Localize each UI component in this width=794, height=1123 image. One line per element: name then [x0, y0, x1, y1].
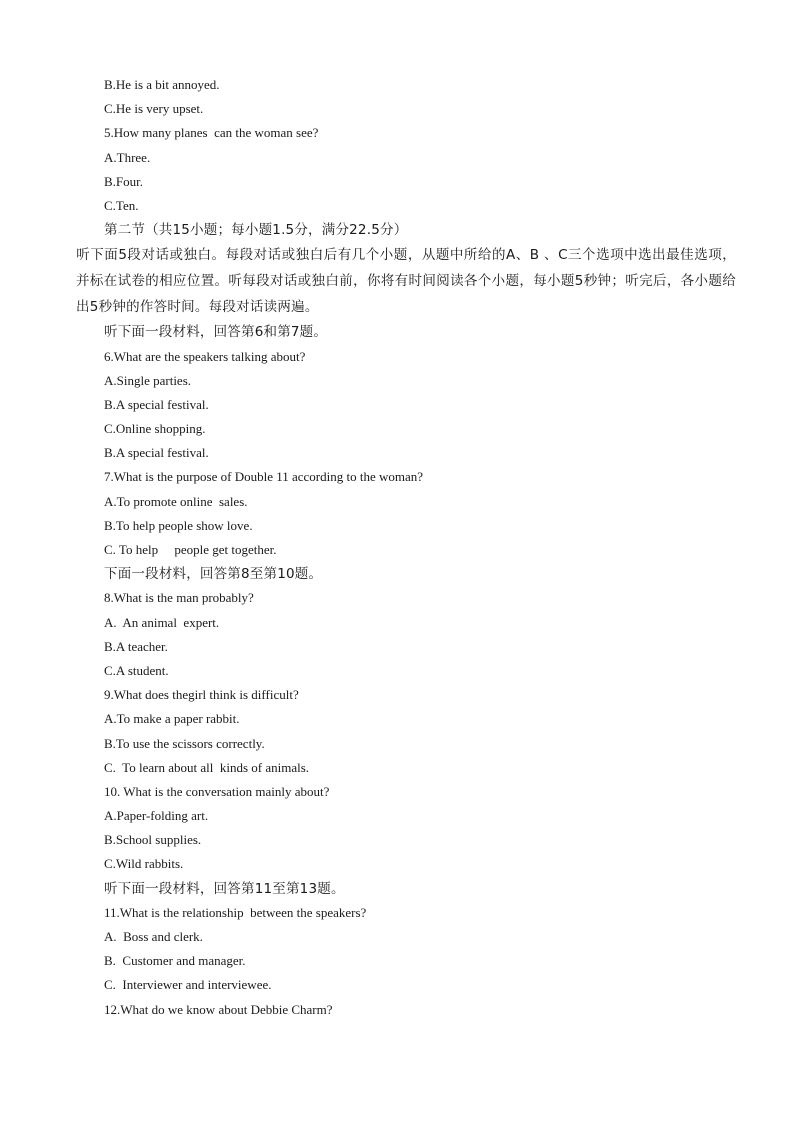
answer-option: B.A special festival.: [104, 445, 209, 461]
section-instructions-text: 听下面5段对话或独白。每段对话或独白后有几个小题，从题中所给的A、B 、C三个选项中选出最佳选项，并标在试卷的相应位置。听每段对话或独白前，你将有时间阅读各个小题，每小题5秒钟；听完后，各小题给出5秒钟的作答时间。每段对话读两遍。: [76, 247, 736, 316]
answer-option: A.Three.: [104, 149, 151, 165]
answer-option: A.To make a paper rabbit.: [104, 711, 240, 727]
answer-option: C.Wild rabbits.: [104, 856, 184, 872]
answer-option: A.Paper-folding art.: [104, 808, 209, 824]
question-text: 11.What is the relationship between the speakers?: [104, 904, 367, 920]
listening-prompt: 听下面一段材料，回答第11至第13题。: [104, 880, 345, 897]
answer-option: B.To use the scissors correctly.: [104, 735, 265, 751]
answer-option: A.Single parties.: [104, 372, 192, 388]
answer-option: B.A special festival.: [104, 396, 209, 412]
answer-option: B.Four.: [104, 173, 144, 189]
listening-prompt: 下面一段材料，回答第8至第10题。: [104, 566, 323, 583]
section-instructions: [48, 242, 736, 320]
answer-option: C.He is very upset.: [104, 101, 204, 117]
question-text: 9.What does thegirl think is difficult?: [104, 687, 299, 703]
answer-option: C.Ten.: [104, 197, 139, 213]
document-content: [76, 73, 736, 1022]
section-instructions-wrap: [76, 242, 736, 320]
answer-option: A.To promote online sales.: [104, 493, 248, 509]
answer-option: B.A teacher.: [104, 638, 168, 654]
answer-option: B.To help people show love.: [104, 517, 253, 533]
answer-option: A. An animal expert.: [104, 614, 220, 630]
answer-option: B. Customer and manager.: [104, 953, 246, 969]
question-text: 5.How many planes can the woman see?: [104, 125, 319, 141]
answer-option: C. To help people get together.: [104, 542, 277, 557]
answer-option: C. To learn about all kinds of animals.: [104, 759, 310, 775]
answer-option: C. Interviewer and interviewee.: [104, 977, 272, 993]
section-title: 第二节（共15小题；每小题1.5分，满分22.5分）: [104, 222, 408, 239]
answer-option: A. Boss and clerk.: [104, 929, 203, 944]
question-text: 10. What is the conversation mainly about?: [104, 783, 330, 799]
question-text: 6.What are the speakers talking about?: [104, 348, 306, 364]
answer-option: C.Online shopping.: [104, 421, 206, 437]
answer-option: B.School supplies.: [104, 832, 202, 848]
question-text: 12.What do we know about Debbie Charm?: [104, 1001, 333, 1017]
answer-option: B.He is a bit annoyed.: [104, 77, 220, 92]
question-text: 8.What is the man probably?: [104, 590, 254, 606]
listening-prompt: 听下面一段材料，回答第6和第7题。: [104, 324, 328, 341]
answer-option: C.A student.: [104, 662, 169, 678]
question-text: 7.What is the purpose of Double 11 according to the woman?: [104, 469, 424, 485]
